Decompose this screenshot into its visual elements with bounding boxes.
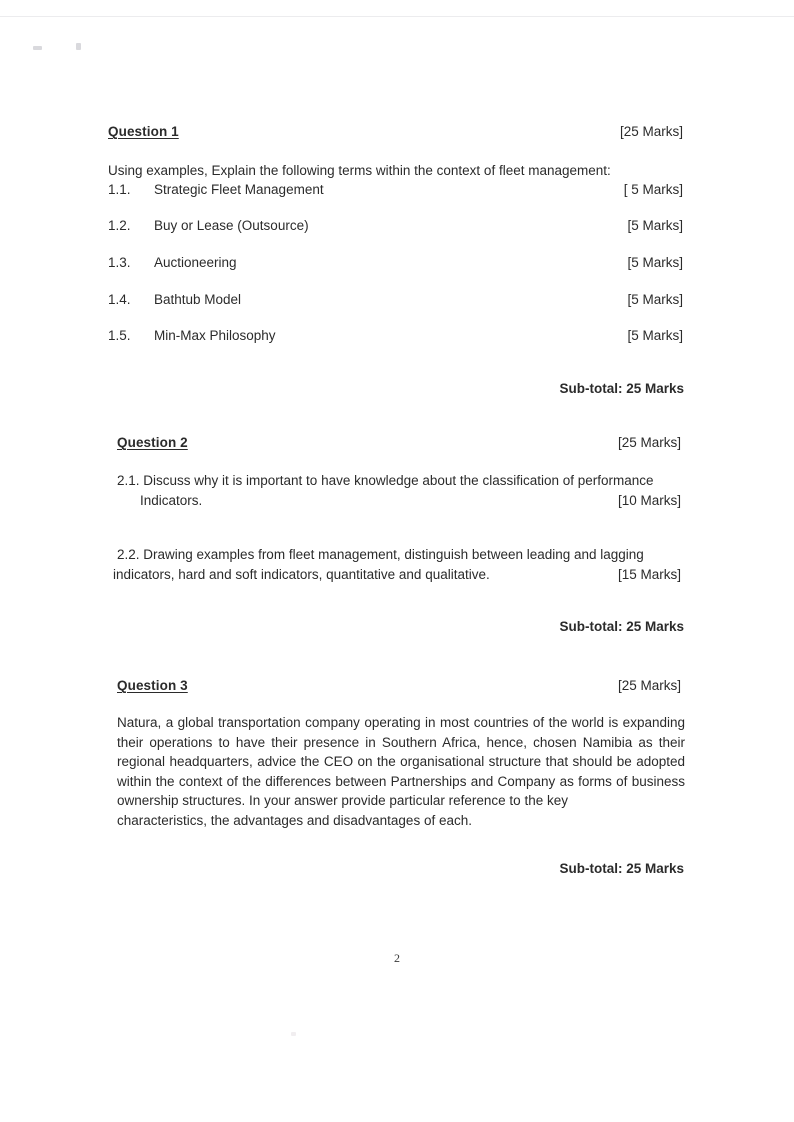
scan-artifact-speck (76, 43, 81, 50)
item-text: Min-Max Philosophy (154, 328, 276, 343)
question-2-title: Question 2 (117, 435, 188, 450)
question-3-subtotal: Sub-total: 25 Marks (559, 861, 684, 876)
question-1-intro: Using examples, Explain the following terms within the context of fleet management: (108, 163, 611, 178)
item-text-line-1: 2.1. Discuss why it is important to have knowledge about the classification of performance (117, 473, 654, 488)
question-1-item-3 (108, 253, 683, 272)
item-number: 1.1. (108, 182, 131, 197)
item-marks: [15 Marks] (617, 566, 681, 582)
item-text-line-1: 2.2. Drawing examples from fleet management, distinguish between leading and lagging (117, 547, 644, 562)
item-marks: [5 Marks] (627, 328, 683, 343)
item-text: Bathtub Model (154, 292, 242, 307)
question-2-subtotal: Sub-total: 25 Marks (559, 619, 684, 634)
question-1-item-2 (108, 216, 683, 235)
item-marks: [5 Marks] (627, 255, 683, 270)
item-text: Strategic Fleet Management (154, 182, 324, 197)
question-3-body-main: Natura, a global transportation company operating in most countries of the world is expanding their operations to have their presence in Southern Africa, hence, chosen Namibia as their regional headquarters, advice the CEO on the organisational structure that should be adopted within the context of the differences between Partnerships and Company as forms of business ownership structures. In your answer provide particular reference to the key (117, 715, 685, 808)
question-3-body-tail: characteristics, the advantages and disadvantages of each. (117, 812, 472, 828)
question-2-marks: [25 Marks] (617, 435, 681, 450)
question-1-marks: [25 Marks] (619, 124, 683, 139)
item-marks: [5 Marks] (627, 292, 683, 307)
item-text-line-2: Indicators. (140, 492, 203, 508)
item-marks: [5 Marks] (627, 218, 683, 233)
item-number: 1.4. (108, 292, 131, 307)
question-2-item-1 (117, 471, 681, 510)
item-marks: [ 5 Marks] (623, 182, 683, 197)
item-text: Buy or Lease (Outsource) (154, 218, 309, 233)
item-number: 1.3. (108, 255, 131, 270)
scan-artifact-line (0, 16, 794, 17)
question-3-marks: [25 Marks] (617, 678, 681, 693)
question-2-item-2 (113, 545, 681, 584)
item-number: 1.2. (108, 218, 131, 233)
question-1-heading (108, 124, 683, 139)
item-number: 1.5. (108, 328, 131, 343)
question-3-body (117, 713, 685, 830)
question-3-title: Question 3 (117, 678, 188, 693)
item-text: Auctioneering (154, 255, 237, 270)
question-3-heading (117, 678, 681, 693)
question-2-heading (117, 435, 681, 450)
scan-artifact-speck (291, 1032, 296, 1036)
scan-artifact-speck (33, 46, 42, 50)
question-1-title: Question 1 (108, 124, 179, 139)
question-1-subtotal: Sub-total: 25 Marks (559, 381, 684, 396)
question-1-item-4 (108, 290, 683, 309)
page-number: 2 (394, 951, 400, 965)
item-marks: [10 Marks] (617, 492, 681, 508)
item-text-line-2: indicators, hard and soft indicators, quantitative and qualitative. (113, 566, 490, 582)
question-1-item-1 (108, 180, 683, 199)
question-1-item-5 (108, 326, 683, 345)
